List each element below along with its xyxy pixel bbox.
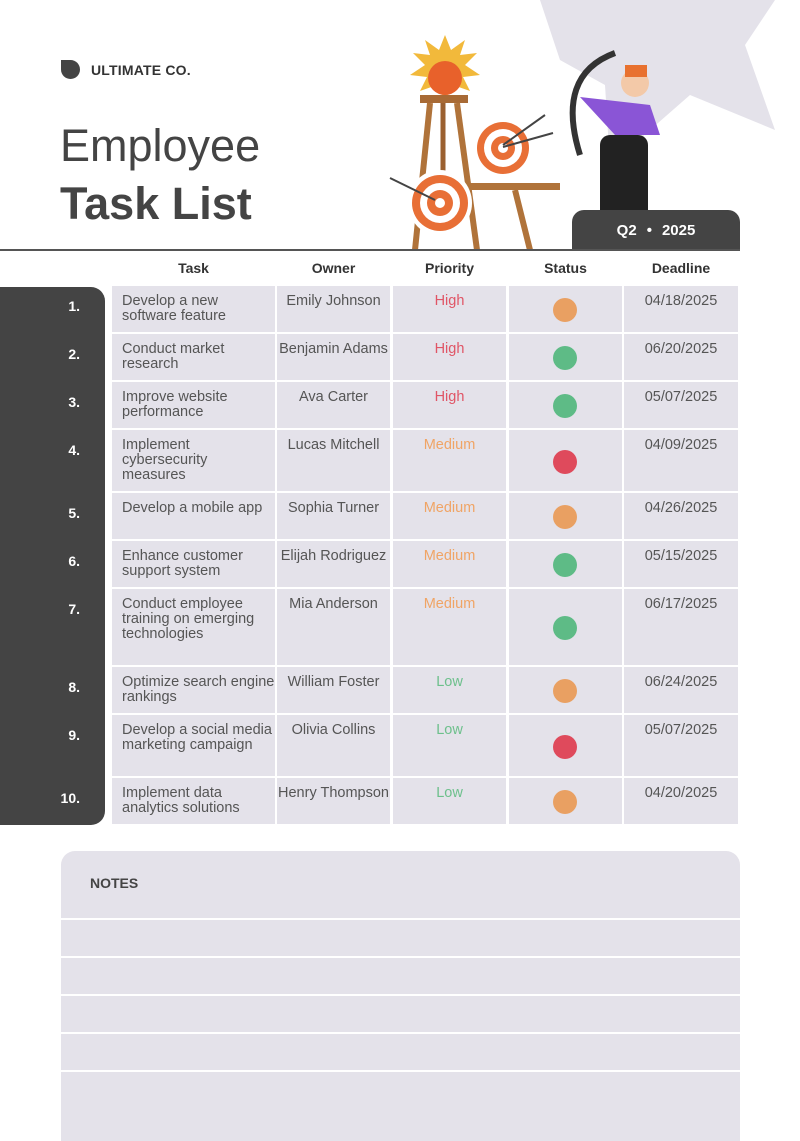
status-cell [509, 589, 622, 665]
column-header-priority: Priority [424, 260, 474, 276]
row-number: 1. [68, 298, 80, 314]
task-cell: Optimize search engine rankings [112, 667, 275, 713]
priority-cell: High [393, 382, 506, 428]
status-indicator-orange [553, 298, 577, 322]
notes-line [61, 1032, 740, 1034]
status-cell [509, 493, 622, 539]
status-indicator-green [553, 616, 577, 640]
priority-cell: High [393, 286, 506, 332]
row-number: 3. [68, 394, 80, 410]
column-header-status: Status [544, 260, 587, 276]
status-cell [509, 382, 622, 428]
status-cell [509, 286, 622, 332]
priority-cell: Medium [393, 430, 506, 491]
row-number: 10. [60, 790, 80, 806]
priority-cell: High [393, 334, 506, 380]
status-cell [509, 334, 622, 380]
row-number: 5. [68, 505, 80, 521]
notes-section [61, 851, 740, 1141]
task-cell: Improve website performance [112, 382, 275, 428]
header-divider [0, 249, 740, 251]
status-indicator-orange [553, 790, 577, 814]
row-number: 8. [68, 679, 80, 695]
deadline-cell: 05/15/2025 [624, 541, 738, 587]
notes-line [61, 956, 740, 958]
separator: • [646, 221, 652, 239]
status-indicator-green [553, 346, 577, 370]
deadline-cell: 06/17/2025 [624, 589, 738, 665]
row-number: 7. [68, 601, 80, 617]
notes-line [61, 994, 740, 996]
row-number: 4. [68, 442, 80, 458]
status-cell [509, 667, 622, 713]
column-header-owner: Owner [311, 260, 356, 276]
status-cell [509, 541, 622, 587]
owner-cell: Ava Carter [277, 382, 390, 428]
task-cell: Develop a social media marketing campaign [112, 715, 275, 776]
deadline-cell: 05/07/2025 [624, 382, 738, 428]
owner-cell: Lucas Mitchell [277, 430, 390, 491]
priority-cell: Low [393, 667, 506, 713]
owner-cell: William Foster [277, 667, 390, 713]
task-cell: Enhance customer support system [112, 541, 275, 587]
status-indicator-orange [553, 679, 577, 703]
deadline-cell: 06/24/2025 [624, 667, 738, 713]
notes-label: NOTES [90, 875, 139, 891]
status-indicator-red [553, 735, 577, 759]
notes-line [61, 1070, 740, 1072]
priority-cell: Low [393, 778, 506, 824]
notes-line [61, 918, 740, 920]
owner-cell: Mia Anderson [277, 589, 390, 665]
logo-icon [61, 60, 80, 79]
quarter: Q2 [616, 221, 637, 239]
deadline-cell: 04/20/2025 [624, 778, 738, 824]
status-indicator-green [553, 394, 577, 418]
status-indicator-red [553, 450, 577, 474]
owner-cell: Elijah Rodriguez [277, 541, 390, 587]
status-cell [509, 430, 622, 491]
deadline-cell: 04/09/2025 [624, 430, 738, 491]
deadline-cell: 04/18/2025 [624, 286, 738, 332]
owner-cell: Henry Thompson [277, 778, 390, 824]
task-cell: Develop a new software feature [112, 286, 275, 332]
owner-cell: Benjamin Adams [277, 334, 390, 380]
status-indicator-orange [553, 505, 577, 529]
priority-cell: Low [393, 715, 506, 776]
status-indicator-green [553, 553, 577, 577]
owner-cell: Olivia Collins [277, 715, 390, 776]
owner-cell: Emily Johnson [277, 286, 390, 332]
column-header-deadline: Deadline [651, 260, 711, 276]
period-badge [572, 210, 740, 250]
priority-cell: Medium [393, 589, 506, 665]
column-header-task: Task [178, 260, 209, 276]
owner-cell: Sophia Turner [277, 493, 390, 539]
deadline-cell: 04/26/2025 [624, 493, 738, 539]
priority-cell: Medium [393, 541, 506, 587]
task-cell: Develop a mobile app [112, 493, 275, 539]
year: 2025 [661, 221, 696, 239]
task-cell: Implement data analytics solutions [112, 778, 275, 824]
row-number: 2. [68, 346, 80, 362]
deadline-cell: 05/07/2025 [624, 715, 738, 776]
row-number: 6. [68, 553, 80, 569]
task-cell: Conduct employee training on emerging technologies [112, 589, 275, 665]
status-cell [509, 778, 622, 824]
deadline-cell: 06/20/2025 [624, 334, 738, 380]
priority-cell: Medium [393, 493, 506, 539]
status-cell [509, 715, 622, 776]
row-number: 9. [68, 727, 80, 743]
page-title-line2: Task List [60, 178, 252, 229]
task-cell: Conduct market research [112, 334, 275, 380]
brand-name: ULTIMATE CO. [91, 62, 191, 78]
page-title-line1: Employee [60, 120, 261, 171]
task-cell: Implement cybersecurity measures [112, 430, 275, 491]
